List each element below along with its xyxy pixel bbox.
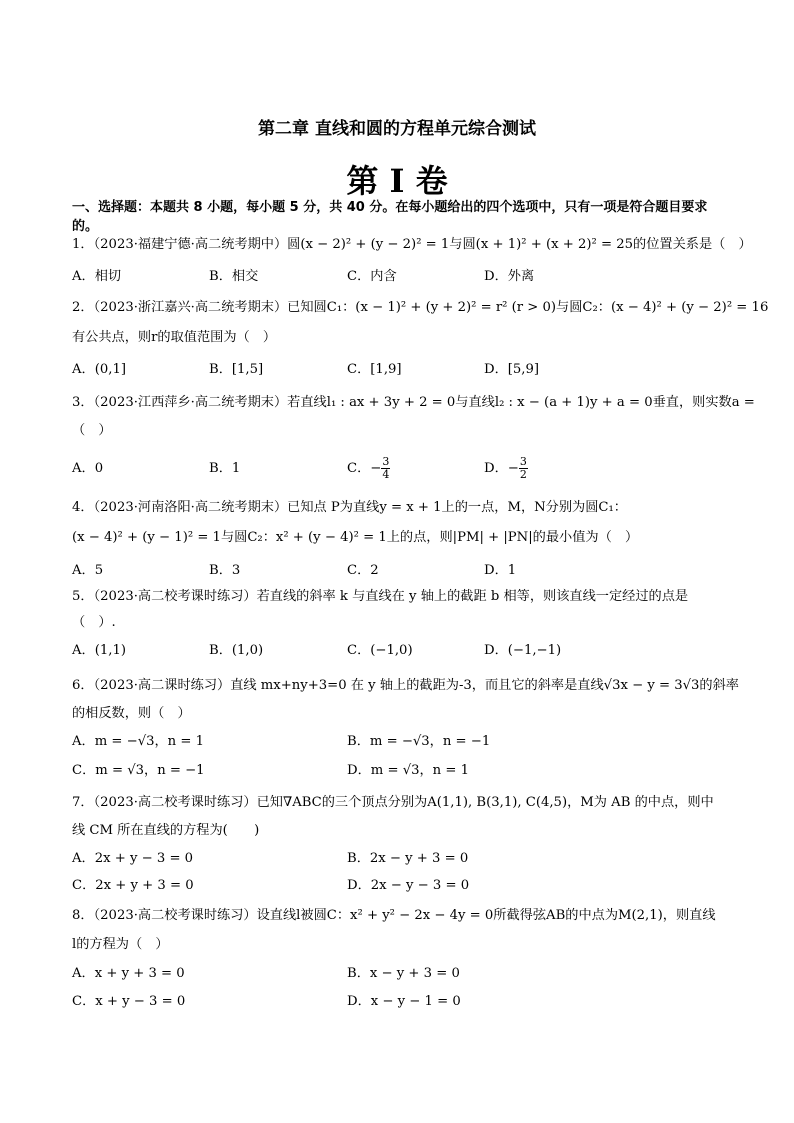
question-7-stem-line-2: 线 CM 所在直线的方程为( ) [72,823,260,838]
question-5-option-c: C．(−1,0) [347,643,413,658]
question-8-option-c: C．x + y − 3 = 0 [72,994,186,1009]
question-1-option-c: C．内含 [347,269,397,284]
question-3-option-c [347,452,390,486]
fraction-numerator: 3 [519,455,527,468]
question-6-stem-line-2: 的相反数，则（ ） [72,706,191,721]
question-1-option-d: D．外离 [484,269,535,284]
question-7-option-a: A．2x + y − 3 = 0 [72,851,194,866]
question-2-stem-line-2: 有公共点，则r的取值范围为（ ） [72,330,277,345]
question-6-option-b: B．m = −√3，n = −1 [347,734,491,749]
question-3-stem-line-2: （ ） [72,423,112,438]
question-7-stem-line-1: 7．（2023·高二校考课时练习）已知∇ABC的三个顶点分别为A(1,1), B(3,1), C(4,5)，M为 AB 的中点，则中 [72,795,714,810]
question-8-stem-line-1: 8．（2023·高二校考课时练习）设直线l被圆C：x² + y² − 2x − 4y = 0所截得弦AB的中点为M(2,1)，则直线 [72,908,716,923]
question-3-option-d-fraction [519,456,528,481]
fraction-denominator: 2 [519,468,527,481]
question-5-stem-line-2: （ ）. [72,615,116,630]
question-4-option-c: C．2 [347,563,379,578]
question-3-stem-line-1: 3．（2023·江西萍乡·高二统考期末）若直线l₁ : ax + 3y + 2 = 0与直线l₂ : x − (a + 1)y + a = 0垂直，则实数a = [72,395,755,410]
volume-heading: 第 I 卷 [346,162,448,200]
question-2-option-d: D．[5,9] [484,362,540,377]
question-5-option-b: B．(1,0) [209,643,264,658]
question-8-option-b: B．x − y + 3 = 0 [347,966,460,981]
question-7-option-b: B．2x − y + 3 = 0 [347,851,469,866]
question-3-option-c-label: C．− [347,461,382,476]
question-5-stem-line-1: 5．（2023·高二校考课时练习）若直线的斜率 k 与直线在 y 轴上的截距 b 相等，则该直线一定经过的点是 [72,589,689,604]
question-1-option-b: B．相交 [209,269,259,284]
question-6-option-a: A．m = −√3，n = 1 [72,734,204,749]
page-title: 第二章 直线和圆的方程单元综合测试 [258,119,536,139]
question-3-option-c-fraction [381,456,390,481]
question-4-stem-line-1: 4．（2023·河南洛阳·高二统考期末）已知点 P为直线y = x + 1上的一点，M，N分别为圆C₁： [72,500,627,515]
fraction-denominator: 4 [382,468,390,481]
question-5-option-d: D．(−1,−1) [484,643,562,658]
question-2-option-b: B．[1,5] [209,362,264,377]
question-5-option-a: A．(1,1) [72,643,126,658]
question-2-stem-line-1: 2．（2023·浙江嘉兴·高二统考期末）已知圆C₁：(x − 1)² + (y + 2)² = r² (r > 0)与圆C₂：(x − 4)² + (y − 2)² = 16 [72,300,769,315]
question-2-option-c: C．[1,9] [347,362,402,377]
question-4-option-d: D．1 [484,563,517,578]
question-8-option-a: A．x + y + 3 = 0 [72,966,185,981]
question-7-option-c: C．2x + y + 3 = 0 [72,878,194,893]
question-4-option-a: A．5 [72,563,104,578]
question-3-option-d [484,452,528,486]
question-8-option-d: D．x − y − 1 = 0 [347,994,461,1009]
fraction-numerator: 3 [382,455,390,468]
question-6-option-c: C．m = √3，n = −1 [72,763,205,778]
question-6-option-d: D．m = √3，n = 1 [347,763,469,778]
question-7-option-d: D．2x − y − 3 = 0 [347,878,470,893]
question-1-stem: 1．（2023·福建宁德·高二统考期中）圆(x − 2)² + (y − 2)² = 1与圆(x + 1)² + (x + 2)² = 25的位置关系是（ ） [72,237,752,252]
question-3-option-b: B．1 [209,461,241,476]
question-4-stem-line-2: (x − 4)² + (y − 1)² = 1与圆C₂：x² + (y − 4)² = 1上的点，则|PM| + |PN|的最小值为（ ） [72,530,639,545]
question-3-option-d-label: D．− [484,461,519,476]
question-6-stem-line-1: 6．（2023·高二课时练习）直线 mx+ny+3=0 在 y 轴上的截距为-3，而且它的斜率是直线√3x − y = 3√3的斜率 [72,678,739,693]
question-8-stem-line-2: l的方程为（ ） [72,937,169,952]
question-4-option-b: B．3 [209,563,241,578]
question-3-option-a: A．0 [72,461,104,476]
question-1-option-a: A．相切 [72,269,122,284]
question-2-option-a: A．(0,1] [72,362,126,377]
section-header: 一、选择题：本题共 8 小题，每小题 5 分，共 40 分。在每小题给出的四个选项中，只有一项是符合题目要求的。 [72,200,708,234]
